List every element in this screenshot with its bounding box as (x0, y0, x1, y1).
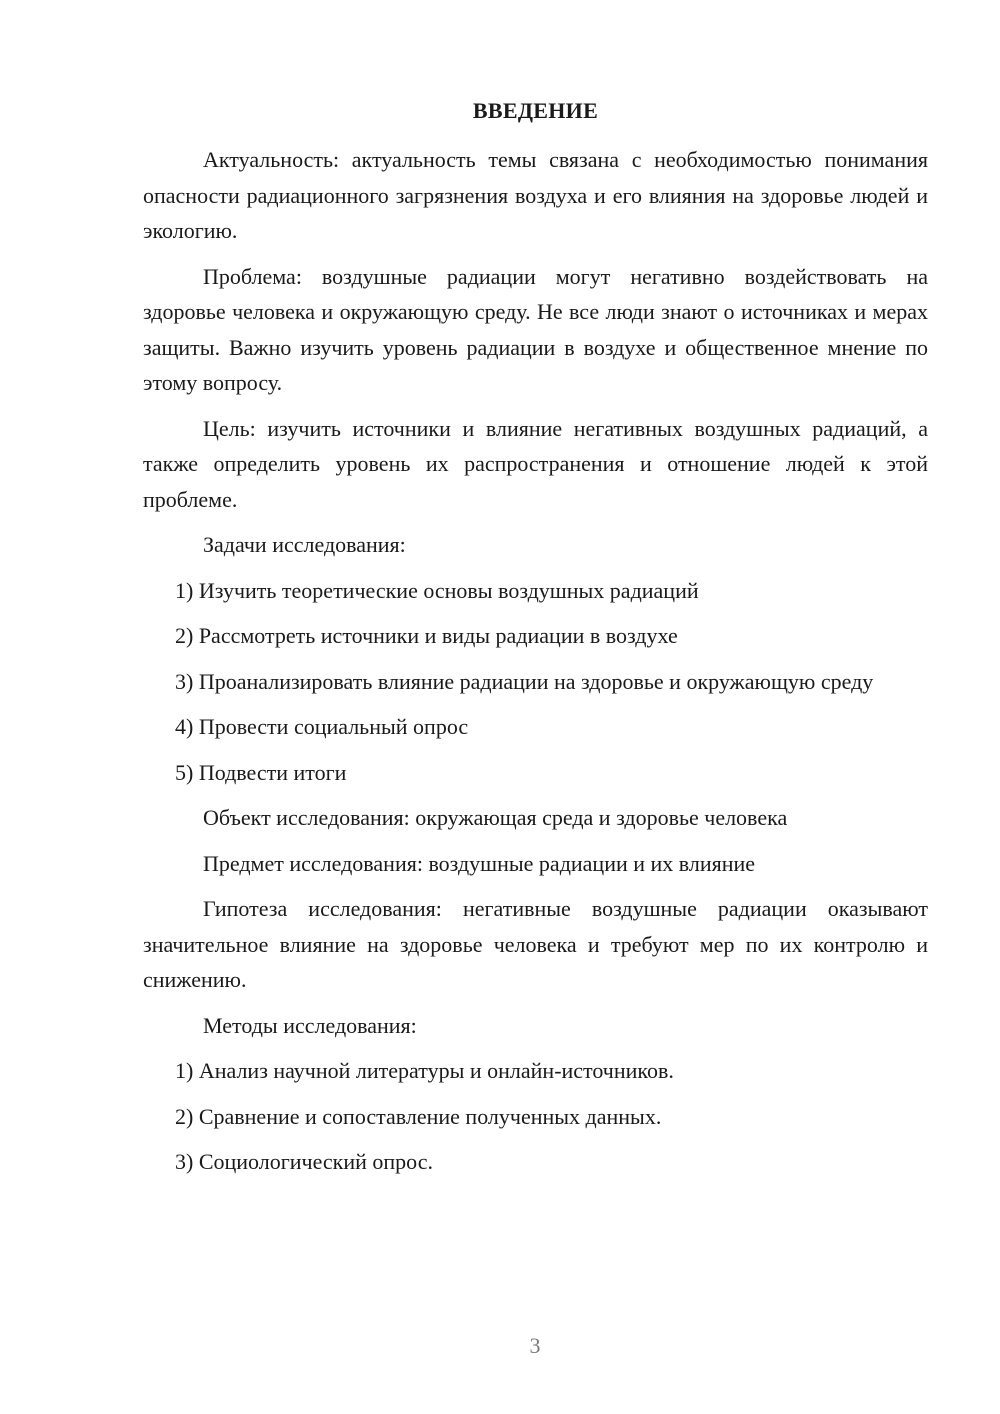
method-item-2: 2) Сравнение и сопоставление полученных данных. (175, 1103, 662, 1129)
section-title: ВВЕДЕНИЕ (472, 98, 599, 123)
relevance-paragraph: Актуальность: актуальность темы связана с необходимостью понимания опасности радиационного загрязнения воздуха и его влияния на здоровье людей и экологию. (143, 147, 928, 243)
problem-paragraph: Проблема: воздушные радиации могут негативно воздействовать на здоровье человека и окружающую среду. Не все люди знают о источниках и мерах защиты. Важно изучить уровень радиации в воздухе и общественное мнение по этому вопросу. (143, 263, 928, 395)
object-paragraph: Объект исследования: окружающая среда и здоровье человека (203, 805, 788, 830)
methods-heading: Методы исследования: (203, 1012, 417, 1038)
task-item-3: 3) Проанализировать влияние радиации на здоровье и окружающую среду (175, 668, 874, 694)
task-item-1: 1) Изучить теоретические основы воздушных радиаций (175, 577, 699, 603)
document-body (143, 142, 928, 1190)
task-item-2: 2) Рассмотреть источники и виды радиации в воздухе (175, 623, 678, 648)
task-item-4: 4) Провести социальный опрос (175, 714, 469, 739)
task-item-5: 5) Подвести итоги (175, 759, 347, 785)
tasks-heading: Задачи исследования: (203, 532, 406, 557)
method-item-3: 3) Социологический опрос. (175, 1149, 433, 1174)
method-item-1: 1) Анализ научной литературы и онлайн-источников. (175, 1058, 674, 1083)
subject-paragraph: Предмет исследования: воздушные радиации и их влияние (203, 850, 756, 876)
page-number: 3 (529, 1333, 541, 1358)
hypothesis-paragraph: Гипотеза исследования: негативные воздушные радиации оказывают значительное влияние на здоровье человека и требуют мер по их контролю и снижению. (143, 896, 928, 992)
goal-paragraph: Цель: изучить источники и влияние негативных воздушных радиаций, а также определить уровень их распространения и отношение людей к этой проблеме. (143, 415, 928, 512)
